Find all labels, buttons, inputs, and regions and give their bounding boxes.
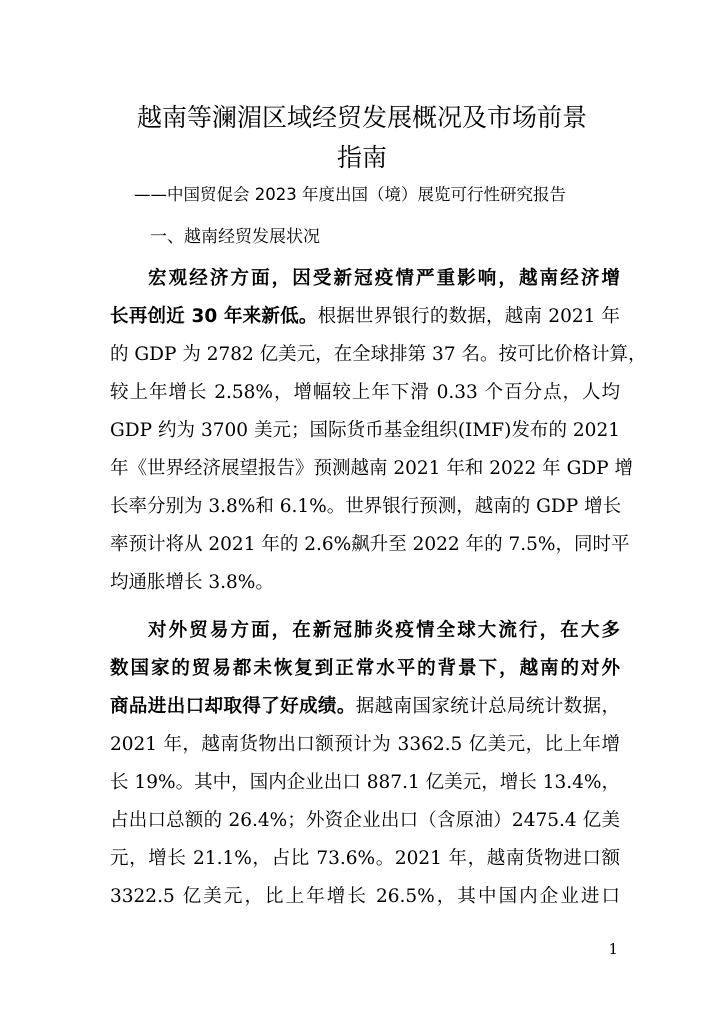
paragraph-line xyxy=(110,260,620,298)
paragraph-line: 均通胀增长 3.8%。 xyxy=(110,572,274,593)
paragraph-line: GDP 约为 3700 美元；国际货币基金组织(IMF)发布的 2021 xyxy=(110,420,620,441)
bold-lead: 商品进出口却取得了好成绩。 xyxy=(110,696,356,717)
text-run: 据越南国家统计总局统计数据， xyxy=(355,696,620,717)
bold-lead: 对外贸易方面，在新冠肺炎疫情全球大流行，在大多 xyxy=(148,620,620,641)
paragraph-line: 年《世界经济展望报告》预测越南 2021 年和 2022 年 GDP 增 xyxy=(110,458,634,479)
paragraph-line xyxy=(110,612,620,650)
paragraph-line: 较上年增长 2.58%，增幅较上年下滑 0.33 个百分点，人均 xyxy=(110,382,620,403)
section-heading: 一、越南经贸发展状况 xyxy=(150,227,320,247)
paragraph-line: 元，增长 21.1%，占比 73.6%。2021 年，越南货物进口额 xyxy=(110,848,620,869)
paragraph-line xyxy=(110,650,620,688)
paragraph-line: 的 GDP 为 2782 亿美元，在全球排第 37 名。按可比价格计算， xyxy=(110,344,647,365)
bold-lead: 数国家的贸易都未恢复到正常水平的背景下，越南的对外 xyxy=(110,658,620,679)
bold-lead: 长再创近 30 年来新低。 xyxy=(110,306,318,327)
document-title-line-2: 指南 xyxy=(336,143,387,172)
paragraph-line: 长 19%。其中，国内企业出口 887.1 亿美元，增长 13.4%， xyxy=(110,772,620,793)
paragraph-line: 长率分别为 3.8%和 6.1%。世界银行预测，越南的 GDP 增长 xyxy=(110,496,622,517)
page-number: 1 xyxy=(608,940,618,958)
paragraph-line xyxy=(110,688,620,726)
paragraph-line: 占出口总额的 26.4%；外资企业出口（含原油）2475.4 亿美 xyxy=(110,810,620,831)
paragraph-line xyxy=(110,298,620,336)
paragraph-line: 率预计将从 2021 年的 2.6%飙升至 2022 年的 7.5%，同时平 xyxy=(110,534,630,555)
text-run: 根据世界银行的数据，越南 2021 年 xyxy=(317,306,620,327)
document-subtitle: ——中国贸促会 2023 年度出国（境）展览可行性研究报告 xyxy=(134,185,566,204)
document-title-line-1: 越南等澜湄区域经贸发展概况及市场前景 xyxy=(136,103,587,132)
paragraph-line: 2021 年，越南货物出口额预计为 3362.5 亿美元，比上年增 xyxy=(110,734,620,755)
paragraph-line: 3322.5 亿美元，比上年增长 26.5%，其中国内企业进口 xyxy=(110,886,620,907)
bold-lead: 宏观经济方面，因受新冠疫情严重影响，越南经济增 xyxy=(148,268,620,289)
